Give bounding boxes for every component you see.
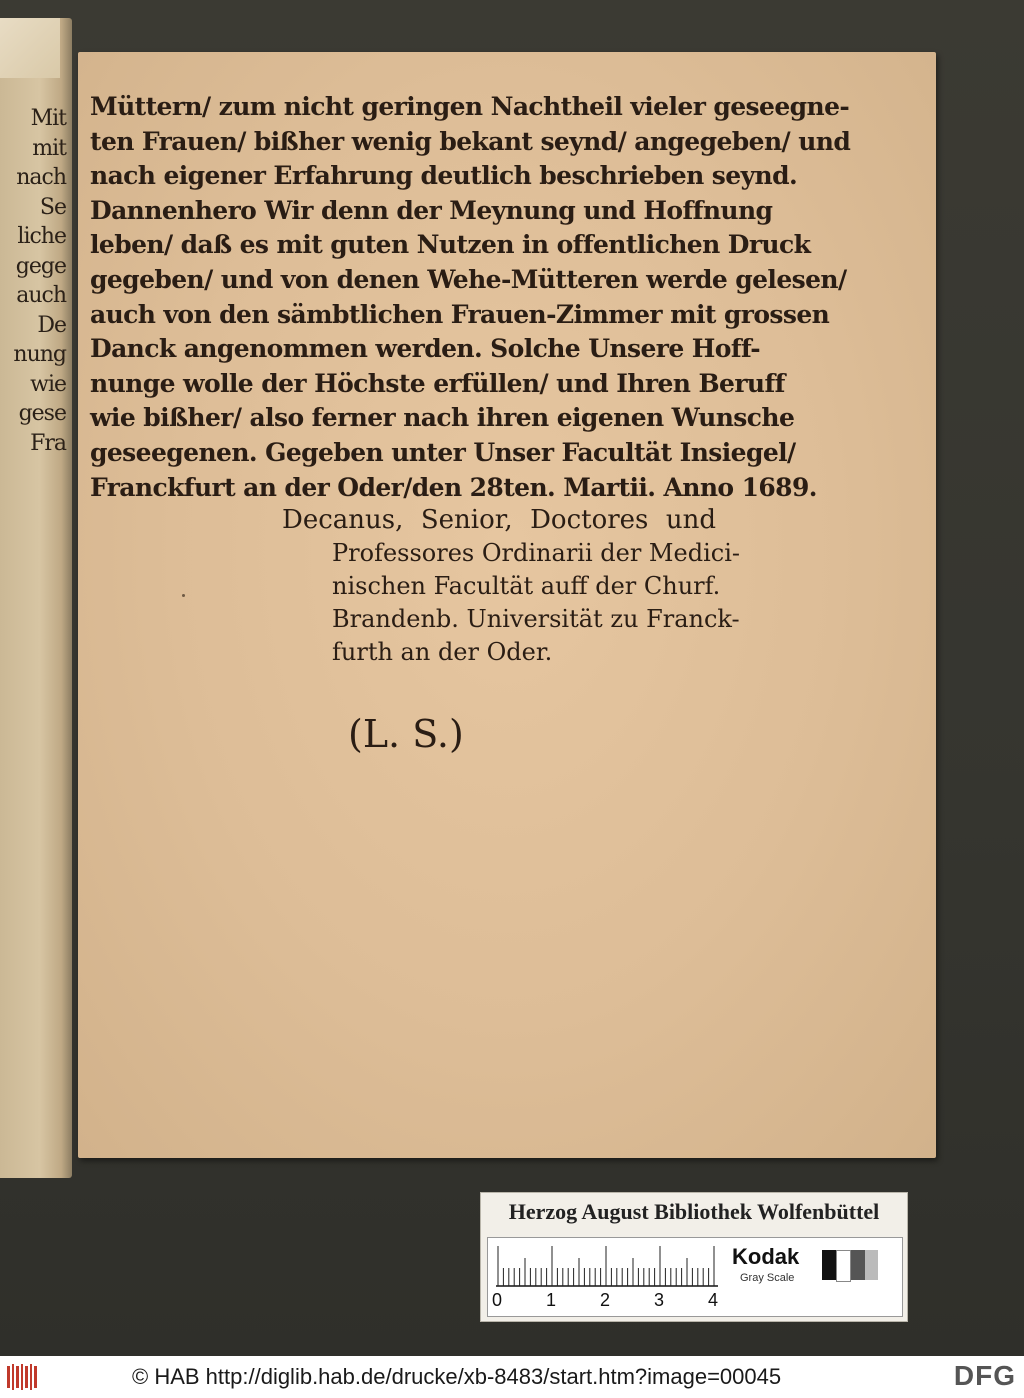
ruler-number: 4 bbox=[708, 1290, 719, 1310]
signature-line: Brandenb. Universität zu Franck- bbox=[332, 605, 740, 633]
text-line: wie bißher/ also ferner nach ihren eigenen Wunsche bbox=[90, 403, 795, 433]
text-line: geseegenen. Gegeben unter Unser Facultät Insiegel/ bbox=[90, 437, 796, 467]
ruler-number: 1 bbox=[546, 1290, 557, 1310]
text-line: Müttern/ zum nicht geringen Nachtheil vieler geseegne- bbox=[90, 92, 850, 121]
color-scale-strip bbox=[487, 1237, 903, 1317]
paper-speck bbox=[182, 594, 185, 597]
ruler-number: 2 bbox=[600, 1290, 611, 1310]
text-line: nunge wolle der Höchste erfüllen/ und Ihren Beruff bbox=[90, 368, 785, 398]
page-fragment: nach bbox=[16, 165, 66, 190]
page-fragment: auch bbox=[16, 283, 66, 308]
signature-line: furth an der Oder. bbox=[332, 638, 553, 666]
body-text bbox=[90, 90, 851, 505]
document-page bbox=[78, 52, 936, 1158]
text-line: auch von den sämbtlichen Frauen-Zimmer mit grossen bbox=[90, 299, 830, 329]
page-fragment: liche bbox=[17, 224, 66, 249]
gray-scale-label: Gray Scale bbox=[740, 1272, 795, 1284]
signature-block bbox=[282, 504, 740, 669]
kodak-label: Kodak bbox=[732, 1244, 800, 1269]
signature-line: Professores Ordinarii der Medici- bbox=[332, 539, 740, 567]
gray-patch bbox=[865, 1250, 879, 1280]
page-fragment: gese bbox=[18, 401, 66, 426]
gray-scale-patches bbox=[822, 1250, 878, 1280]
page-fragment: Fra bbox=[30, 430, 66, 456]
ruler-number: 3 bbox=[654, 1290, 665, 1310]
ruler-icon bbox=[496, 1242, 718, 1288]
text-line: gegeben/ und von denen Wehe-Mütteren werde gelesen/ bbox=[90, 264, 847, 294]
page-corner bbox=[0, 18, 60, 78]
ruler-number: 0 bbox=[492, 1290, 503, 1310]
page-fragment: De bbox=[37, 312, 66, 338]
text-line: Danck angenommen werden. Solche Unsere Hoff- bbox=[90, 334, 761, 364]
page-fragment: Mit bbox=[30, 106, 66, 131]
text-line: leben/ daß es mit guten Nutzen in offentlichen Druck bbox=[90, 230, 811, 260]
previous-page-edge bbox=[0, 18, 72, 1178]
page-fragment: Se bbox=[39, 194, 66, 220]
dfg-logo: DFG bbox=[953, 1360, 1016, 1391]
page-fragment: gege bbox=[15, 253, 66, 279]
text-line: Franckfurt an der Oder/den 28ten. Martii. Anno 1689. bbox=[90, 472, 817, 502]
seal-mark: (L. S.) bbox=[348, 712, 464, 756]
page-fragment: mit bbox=[32, 135, 66, 161]
gray-patch bbox=[836, 1250, 852, 1282]
footer-bar bbox=[0, 1356, 1024, 1398]
barcode-logo-icon bbox=[6, 1362, 40, 1392]
text-line: ten Frauen/ bißher wenig bekant seynd/ angegeben/ und bbox=[90, 126, 851, 156]
gray-patch bbox=[822, 1250, 836, 1280]
page-fragment: wie bbox=[30, 371, 66, 397]
signature-line: nischen Facultät auff der Churf. bbox=[332, 572, 721, 600]
page-fragment: nung bbox=[13, 342, 66, 367]
text-line: nach eigener Erfahrung deutlich beschrieben seynd. bbox=[90, 161, 798, 191]
text-line: Dannenhero Wir denn der Meynung und Hoffnung bbox=[90, 195, 773, 225]
footer-url-link[interactable]: © HAB http://diglib.hab.de/drucke/xb-8483/start.htm?image=00045 bbox=[132, 1364, 782, 1389]
signature-line: Decanus, Senior, Doctores und bbox=[282, 505, 716, 535]
library-name: Herzog August Bibliothek Wolfenbüttel bbox=[508, 1199, 880, 1224]
library-card bbox=[480, 1192, 908, 1322]
gray-patch bbox=[851, 1250, 865, 1280]
